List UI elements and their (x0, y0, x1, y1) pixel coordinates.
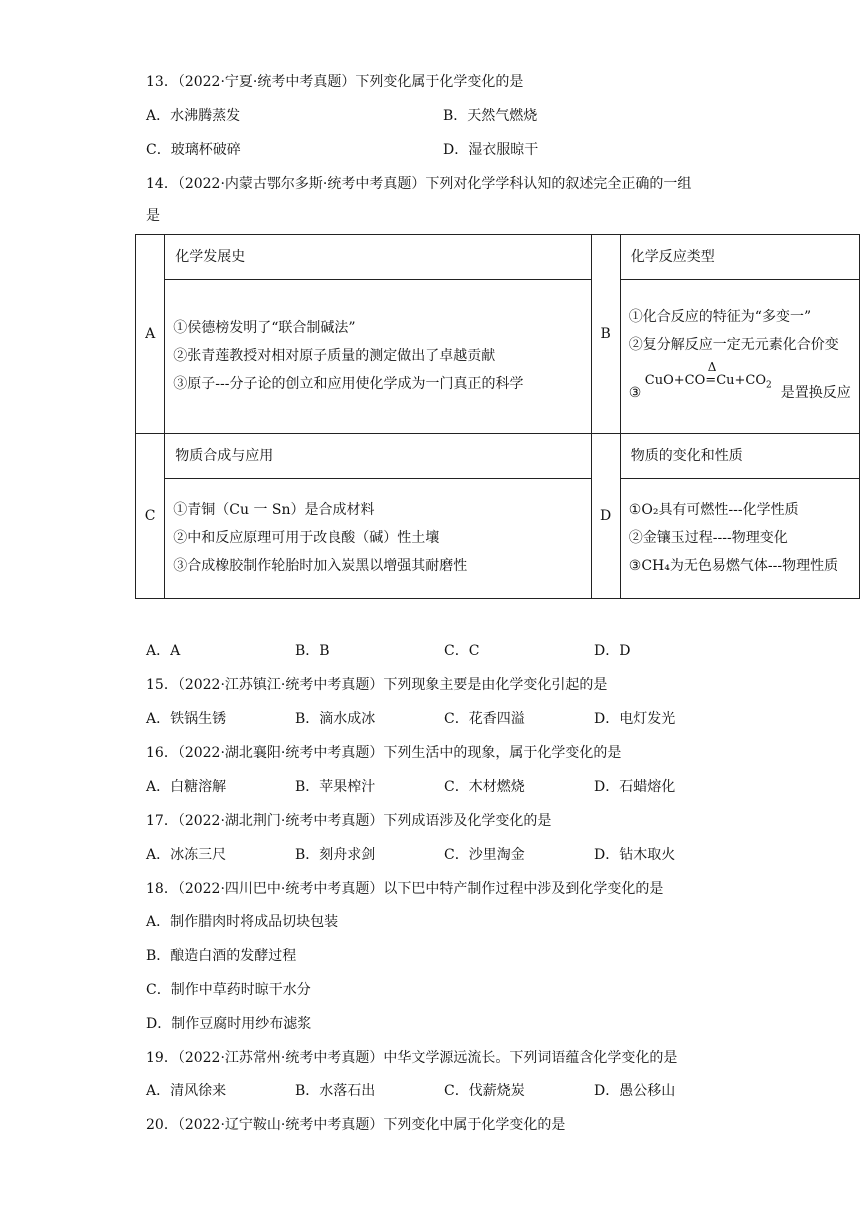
q14-option-c[interactable]: C．C (444, 643, 480, 659)
q13-option-b[interactable]: B．天然气燃烧 (443, 108, 538, 124)
question-14-stem-cont: 是 (146, 208, 160, 224)
q16-option-b[interactable]: B．苹果榨汁 (295, 779, 376, 795)
question-16-stem: 16．（2022·湖北襄阳·统考中考真题）下列生活中的现象，属于化学变化的是 (146, 745, 622, 761)
question-13-stem: 13．（2022·宁夏·统考中考真题）下列变化属于化学变化的是 (146, 74, 524, 90)
q14-header-c: 物质合成与应用 (165, 434, 591, 479)
q14-letter-a: A (136, 235, 165, 434)
question-14-stem: 14．（2022·内蒙古鄂尔多斯·统考中考真题）下列对化学学科认知的叙述完全正确的一组 (146, 176, 692, 192)
q13-option-a[interactable]: A．水沸腾蒸发 (146, 108, 241, 124)
q16-option-c[interactable]: C．木材燃烧 (444, 779, 525, 795)
q14-b-reaction-equation: $CuO+CO=Cu+CO_2$ (644, 372, 772, 391)
q14-c-item-1: ①青铜（Cu 一 Sn）是合成材料 (173, 501, 375, 518)
q13-option-d[interactable]: D．湿衣服晾干 (443, 142, 539, 158)
q17-option-d[interactable]: D．钻木取火 (594, 847, 676, 863)
q15-option-c[interactable]: C．花香四溢 (444, 711, 525, 727)
q14-option-a[interactable]: A．A (146, 643, 181, 659)
question-20-stem: 20．（2022·辽宁鞍山·统考中考真题）下列变化中属于化学变化的是 (146, 1117, 566, 1133)
q19-option-d[interactable]: D．愚公移山 (594, 1083, 676, 1099)
q14-cell-a (165, 280, 591, 434)
q15-option-d[interactable]: D．电灯发光 (594, 711, 676, 727)
q14-b-item-3-num: ③ (628, 384, 642, 401)
q16-option-d[interactable]: D．石蜡熔化 (594, 779, 676, 795)
question-18-stem: 18．（2022·四川巴中·统考中考真题）以下巴中特产制作过程中涉及到化学变化的是 (146, 881, 664, 897)
q14-header-a: 化学发展史 (165, 235, 591, 280)
q14-option-d[interactable]: D．D (594, 643, 631, 659)
q14-a-item-3: ③原子---分子论的创立和应用使化学成为一门真正的科学 (173, 375, 524, 392)
q14-d-item-3: ③CH₄为无色易燃气体---物理性质 (628, 557, 839, 574)
q14-table (135, 234, 860, 599)
q14-b-eq-condition: Δ (707, 359, 717, 374)
q15-option-b[interactable]: B．滴水成冰 (295, 711, 376, 727)
q14-letter-d: D (591, 434, 620, 599)
q14-cell-d (620, 479, 859, 599)
q19-option-a[interactable]: A．清风徐来 (146, 1083, 227, 1099)
q14-letter-b: B (591, 235, 620, 434)
q14-b-item-2: ②复分解反应一定无元素化合价变 (628, 336, 839, 353)
q14-c-item-2: ②中和反应原理可用于改良酸（碱）性土壤 (173, 529, 440, 546)
q14-b-eq-left: CuO+CO (644, 372, 706, 388)
q14-header-d: 物质的变化和性质 (620, 434, 859, 479)
q17-option-b[interactable]: B．刻舟求剑 (295, 847, 376, 863)
question-15-stem: 15．（2022·江苏镇江·统考中考真题）下列现象主要是由化学变化引起的是 (146, 677, 608, 693)
q14-a-item-1: ①侯德榜发明了“联合制碱法” (173, 319, 356, 336)
q19-option-b[interactable]: B．水落石出 (295, 1083, 376, 1099)
q14-d-item-2: ②金镶玉过程----物理变化 (628, 529, 788, 546)
q14-c-item-3: ③合成橡胶制作轮胎时加入炭黑以增强其耐磨性 (173, 557, 468, 574)
q14-b-item-1: ①化合反应的特征为“多变一” (628, 308, 812, 325)
q14-d-item-1: ①O₂具有可燃性---化学性质 (628, 501, 799, 518)
question-17-stem: 17．（2022·湖北荆门·统考中考真题）下列成语涉及化学变化的是 (146, 813, 552, 829)
q13-option-c[interactable]: C．玻璃杯破碎 (146, 142, 241, 158)
q14-b-eq-sub: 2 (766, 380, 772, 391)
q14-header-b: 化学反应类型 (620, 235, 859, 280)
q14-a-item-2: ②张青莲教授对相对原子质量的测定做出了卓越贡献 (173, 347, 496, 364)
q14-option-b[interactable]: B．B (295, 643, 330, 659)
q18-option-c[interactable]: C．制作中草药时晾干水分 (146, 982, 311, 998)
q18-option-b[interactable]: B．酿造白酒的发酵过程 (146, 948, 297, 964)
q17-option-c[interactable]: C．沙里淘金 (444, 847, 525, 863)
q14-cell-b (620, 280, 859, 434)
q14-b-item-3 (628, 359, 859, 405)
q14-b-eq-right: Cu+CO (716, 372, 767, 388)
q18-option-d[interactable]: D．制作豆腐时用纱布滤浆 (146, 1016, 312, 1032)
q18-option-a[interactable]: A．制作腊肉时将成品切块包装 (146, 914, 339, 930)
q14-b-item-3-tail: 是置换反应 (780, 384, 851, 401)
question-19-stem: 19．（2022·江苏常州·统考中考真题）中华文学源远流长。下列词语蕴含化学变化的是 (146, 1050, 678, 1066)
q16-option-a[interactable]: A．白糖溶解 (146, 779, 227, 795)
q19-option-c[interactable]: C．伐薪烧炭 (444, 1083, 525, 1099)
q14-cell-c (165, 479, 591, 599)
q17-option-a[interactable]: A．冰冻三尺 (146, 847, 227, 863)
q15-option-a[interactable]: A．铁锅生锈 (146, 711, 227, 727)
q14-letter-c: C (136, 434, 165, 599)
